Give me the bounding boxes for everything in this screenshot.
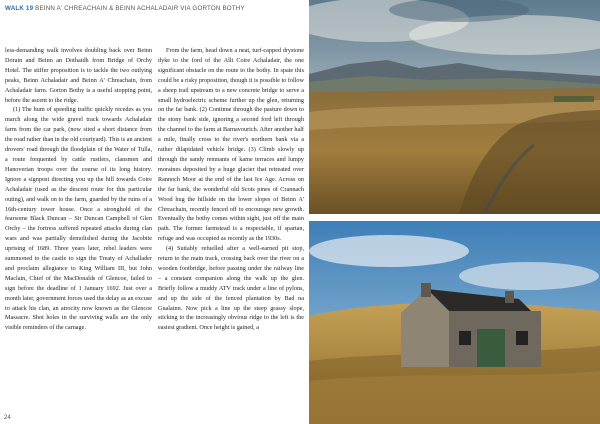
paragraph: (4) Suitably refuelled after a well-earned pit stop, return to the main track, crossing back over the river on a wooden footbridge, before passing under the railway line – a constant companion along the walk up the glen. Briefly follow a muddy ATV track under a line of pylons, and up the side of the fenced plantation by Bad na Gualainn. Now pick a line up the steep grassy slope, sticking to the increasingly obvious ridge to the left is the easiest gradient. Once height is gained, a — [158, 245, 304, 332]
gorton-bothy-photo — [309, 221, 600, 424]
paragraph: (1) The hum of speeding traffic quickly recedes as you march along the wide gravel track towards Achaladair farm from the car park, (now sited a short distance from the road rather than in the old courtyard). This is an ancient drovers' road through the floodplain of the Water of Tulla, a route frequented by cattle rustlers, clansmen and Hanoverian troops over the course of its long history. Ignore a signpost directing you up the hill towards Coire Achaladair (used as the descent route for this particular outing), and walk on to the farm, guarded by the ruins of a 16th-century tower house. Once a stronghold of the fearsome Black Duncan – Sir Duncan Campbell of Glen Orchy – the fortress suffered repeated attacks during clan wars and was partially demolished during the Jacobite uprising of 1689. Three years later, rebel leaders were summoned to the castle to sign the Treaty of Achallader and proclaim allegiance to King William III, but John Maclain, Chief of the MacDonalds of Glencoe, failed to sign before the deadline of 1 January 1692. Just over a month later, government forces used the delay as an excuse to attack his clan, an atrocity now known as the Glencoe Massacre. Shot holes in the surviving walls are the only visible reminders of the carnage. — [5, 106, 152, 332]
text-column-right — [158, 46, 304, 333]
paragraph: From the farm, head down a neat, turf-capped drystone dyke to the ford of the Allt Coire Achaladair, the one significant obstacle on the route to the bothy. In spate this could be a risky proposition, though it is possible to follow a sheep trail upstream to a new concrete bridge to serve a small hydroelectric scheme further up the glen, returning on the far bank. (2) Continue through the pasture down to the stony bank side, ignoring a second ford left through the channel to the farm at Barnavourich. After another half a mile, finally cross to the river's northern bank via a rather dilapidated vehicle bridge. (3) Climb slowly up through the sandy remnants of kame terraces and lumpy moraines deposited by a huge glacier that retreated over Rannoch Moor at the end of the last Ice Age. Across on the far bank, the wonderful old Scots pines of Crannach Wood hug the hillside on the lower slopes of Beinn A' Chreachain, recently fenced off to encourage new growth. Eventually the bothy comes within sight, just off the main path. The former farmstead is a respectable, if spartan, refuge and was occupied as recently as the 1930s. — [158, 47, 304, 243]
running-header — [5, 5, 245, 12]
walk-number: WALK 19 — [5, 5, 34, 12]
walk-title: BEINN A' CHREACHAIN & BEINN ACHALADAIR VIA GORTON BOTHY — [35, 5, 245, 12]
paragraph: less-demanding walk involves doubling back over Beinn Dorain and Beinn an Dothaidh from Bridge of Orchy Hotel. The stiffer proposition is to tackle the two outlying peaks, Beinn Achaladair and Beinn A' Chreachain, from Achaladair farm. Gorton Bothy is a useful stopping point, before the ascent to the ridge. — [5, 47, 152, 104]
page-number: 24 — [4, 415, 11, 421]
glen-landscape-photo — [309, 0, 600, 214]
text-column-left — [5, 46, 152, 333]
